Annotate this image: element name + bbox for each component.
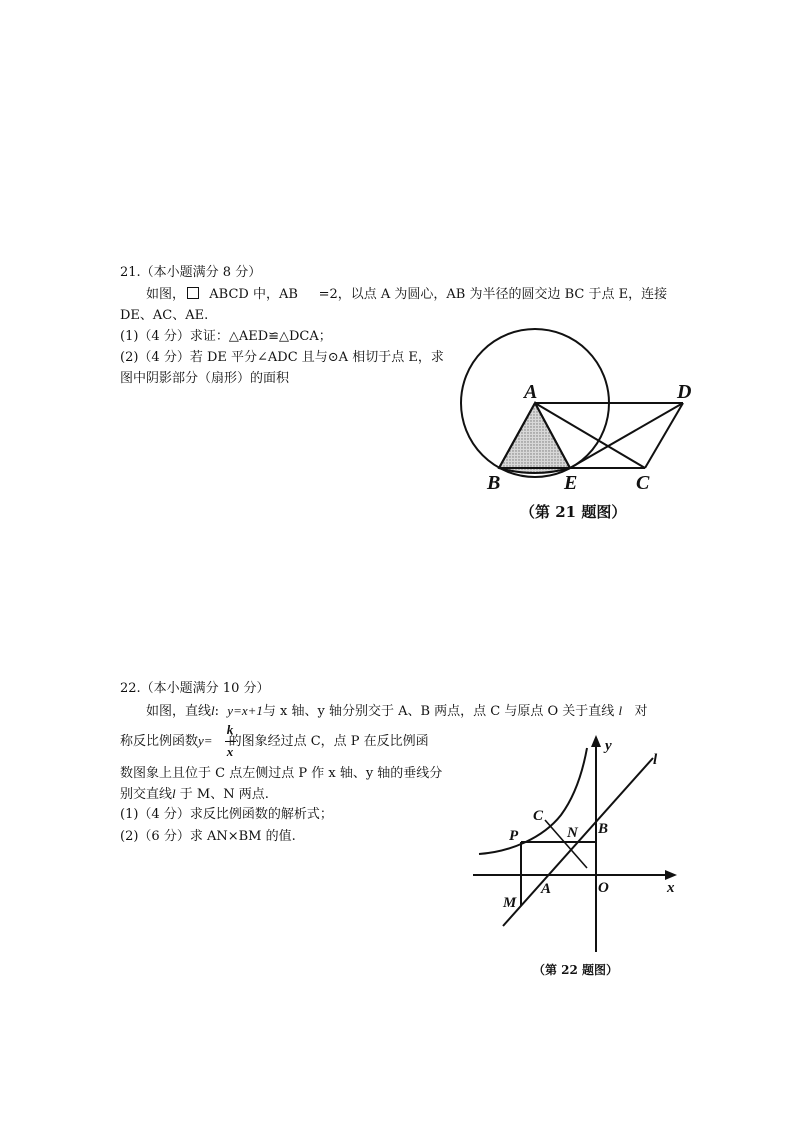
q22-line1-c: 对 [634,704,648,719]
q21-line1-a: 如图， [146,287,186,302]
q21-part2-line2: 图中阴影部分（扇形）的面积 [120,371,290,386]
label-x: x [667,880,675,896]
q22-line2 [120,733,429,750]
segment-de [570,403,683,468]
q22-line4 [120,786,269,803]
q21-part1: (1)（4 分）求证：△AED≌△DCA； [120,329,332,344]
segment-c-a [545,820,587,868]
y-axis-arrow-icon [591,735,601,747]
label-p: P [509,828,519,844]
q21-line2: DE、AC、AE. [120,308,209,323]
q22-line1-b: 与 x 轴、y 轴分别交于 A、B 两点，点 C 与原点 O 关于直线 [262,704,615,719]
q21-figure [455,318,715,533]
q22-line1-a: 如图，直线 [146,704,212,719]
q22-colon: : [214,704,220,719]
q22-part2: (2)（6 分）求 AN×BM 的值. [120,829,296,844]
q22-line-l: l [211,703,215,718]
parallelogram-symbol-icon [187,287,199,299]
q22-y-eq: y= [198,733,213,748]
q22-figure [465,730,695,985]
label-c: C [533,808,544,824]
label-b: B [598,821,609,837]
q22-part1: (1)（4 分）求反比例函数的解析式； [120,807,333,822]
q22-header: 22.（本小题满分 10 分） [120,681,270,696]
label-a: A [541,881,552,897]
fraction-denominator: x [226,744,234,759]
label-m: M [503,895,517,911]
q22-line1 [146,703,648,720]
q22-equation: y=x+1 [227,703,263,718]
segment-cd [645,403,683,468]
label-b: B [487,472,501,494]
label-o: O [598,880,609,896]
label-a: A [524,381,538,403]
q22-line3: 数图象上且位于 C 点左侧过点 P 作 x 轴、y 轴的垂线分 [120,766,443,781]
q21-part2-line1: (2)（4 分）若 DE 平分∠ADC 且与⊙A 相切于点 E，求 [120,350,444,365]
q22-line4-a: 别交直线 [120,787,173,802]
shaded-sector [499,403,570,473]
q21-figure-caption: （第 21 题图） [520,503,627,521]
label-n: N [567,825,578,841]
label-d: D [677,381,692,403]
q21-header: 21.（本小题满分 8 分） [120,265,262,280]
q22-line-l2: l [618,703,623,718]
x-axis-arrow-icon [665,870,677,880]
q22-line2-a: 称反比例函数 [120,734,199,749]
fraction-bar [225,741,236,742]
label-l: l [653,752,658,768]
label-y: y [605,738,612,754]
q22-line4-b: 于 M、N 两点. [179,787,269,802]
q22-line2-b: 的图象经过点 C，点 P 在反比例函 [228,734,429,749]
fraction-numerator: k [226,722,234,737]
q22-figure-caption: （第 22 题图） [533,963,619,977]
q21-line1-c: =2，以点 A 为圆心，AB 为半径的圆交边 BC 于点 E，连接 [318,287,668,302]
label-c: C [636,472,650,494]
q22-line4-l: l [172,786,176,801]
label-e: E [564,472,578,494]
q21-line1 [146,287,667,303]
q21-line1-b: ABCD 中，AB [209,287,298,302]
